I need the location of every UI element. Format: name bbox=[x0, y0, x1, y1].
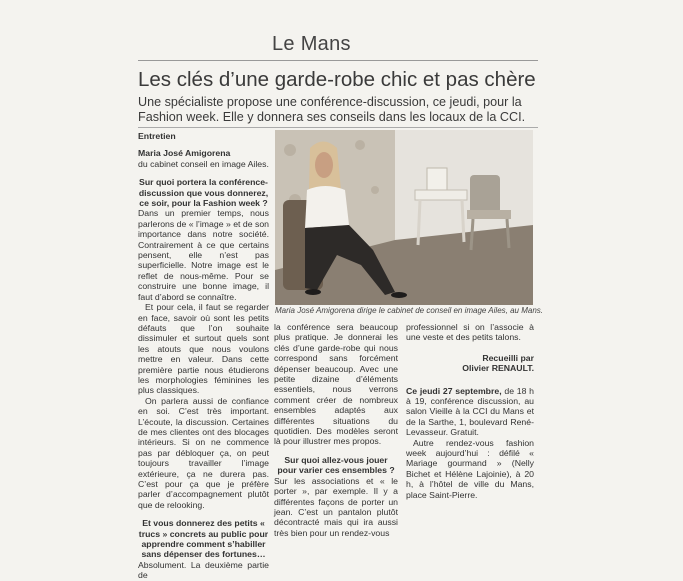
top-rule bbox=[138, 60, 538, 61]
answer-1-paragraph-3: On parlera aussi de confiance en soi. C’est très important. L’écoute, la discussion. Certaines de mes clientes ont des blocages intérieurs. Si on ne commence pas par débloquer ça, on peut toujours travailler l’image extérieure, ça ne durera pas. C’est pour ça que je préfère parler d’accompagnement plutôt que de relooking. bbox=[138, 395, 269, 510]
column-3 bbox=[406, 322, 534, 500]
question-3: Sur quoi allez-vous jouer pour varier ces ensembles ? bbox=[277, 454, 395, 476]
event-info bbox=[406, 386, 534, 438]
column-1 bbox=[138, 131, 269, 581]
headline: Les clés d’une garde-robe chic et pas chère bbox=[138, 68, 536, 91]
event-info-2: Autre rendez-vous fashion week aujourd’hui : défilé « Mariage gourmand » (Nelly Bichet et Hélène Lajoinie), à 20 h, à l’hôtel de ville du Mans, place Saint-Pierre. bbox=[406, 437, 534, 500]
standfirst-rule bbox=[138, 127, 538, 128]
column-2 bbox=[274, 322, 398, 538]
event-details: de 18 h à 19, conférence discussion, au salon Vieille à la CCI du Mans et de la Sarthe, 1, boulevard René-Levasseur. Gratuit. bbox=[406, 385, 535, 438]
answer-1-paragraph-2: Et pour cela, il faut se regarder en face, savoir où sont les petits défauts que l’on souhaite dissimuler et surtout quels sont les atouts que nous voulons mettre en valeur. Dans cette première partie nous étudierons les morphologies féminines les plus classiques. bbox=[138, 302, 269, 396]
interviewee-role: du cabinet conseil en image Ailes. bbox=[138, 158, 269, 169]
column-2-paragraph-1: la conférence sera beaucoup plus pratique. Je donnerai les clés d’une garde-robe qui nous correspond sans forcément dépenser beaucoup. Avec une petite dizaine d’éléments essentiels, nous verrons comment créer de nombreux ensembles adaptés aux différentes situations du quotidien. Des modèles seront là pour illustrer mes propos. bbox=[274, 322, 398, 447]
column-3-paragraph-1: professionnel si on l’associe à une veste et des petits talons. bbox=[406, 322, 534, 343]
interviewee-name: Maria José Amigorena bbox=[138, 148, 231, 159]
answer-1-paragraph-1: Dans un premier temps, nous parlerons de « l’image » et de son importance dans notre société. Contrairement à ce que certains pensent, elle n’est pas superficielle. Notre image est le reflet de nous-même. Pour se construire une bonne image, il faut d’abord se connaître. bbox=[138, 208, 269, 302]
answer-2-start: Absolument. La deuxième partie de bbox=[138, 559, 269, 581]
article-photo bbox=[275, 130, 533, 305]
byline-label: Recueilli par bbox=[482, 352, 534, 363]
column-2-paragraph-2: Sur les associations et « le porter », par exemple. Il y a différentes façons de porter un jean. C’est un pantalon plutôt décontracté mais qui ira aussi très bien pour un rendez-vous bbox=[274, 475, 398, 538]
photo-caption: Maria José Amigorena dirige le cabinet de conseil en image Ailes, au Mans. bbox=[275, 306, 543, 315]
byline-name: Olivier RENAULT. bbox=[462, 363, 534, 374]
section-topic: Le Mans bbox=[272, 33, 351, 55]
photo-illustration bbox=[275, 130, 533, 305]
rubric-label: Entretien bbox=[138, 131, 176, 141]
standfirst: Une spécialiste propose une conférence-discussion, ce jeudi, pour la Fashion week. Elle y donnera ses conseils dans les locaux de la CCI. bbox=[138, 95, 526, 124]
question-2: Et vous donnerez des petits « trucs » concrets au public pour apprendre comment s’habiller sans dépenser des fortunes… bbox=[138, 518, 269, 560]
question-1: Sur quoi portera la conférence-discussion que vous donnerez, ce soir, pour la Fashion week ? bbox=[138, 177, 269, 209]
event-date: Ce jeudi 27 septembre, bbox=[406, 385, 502, 396]
